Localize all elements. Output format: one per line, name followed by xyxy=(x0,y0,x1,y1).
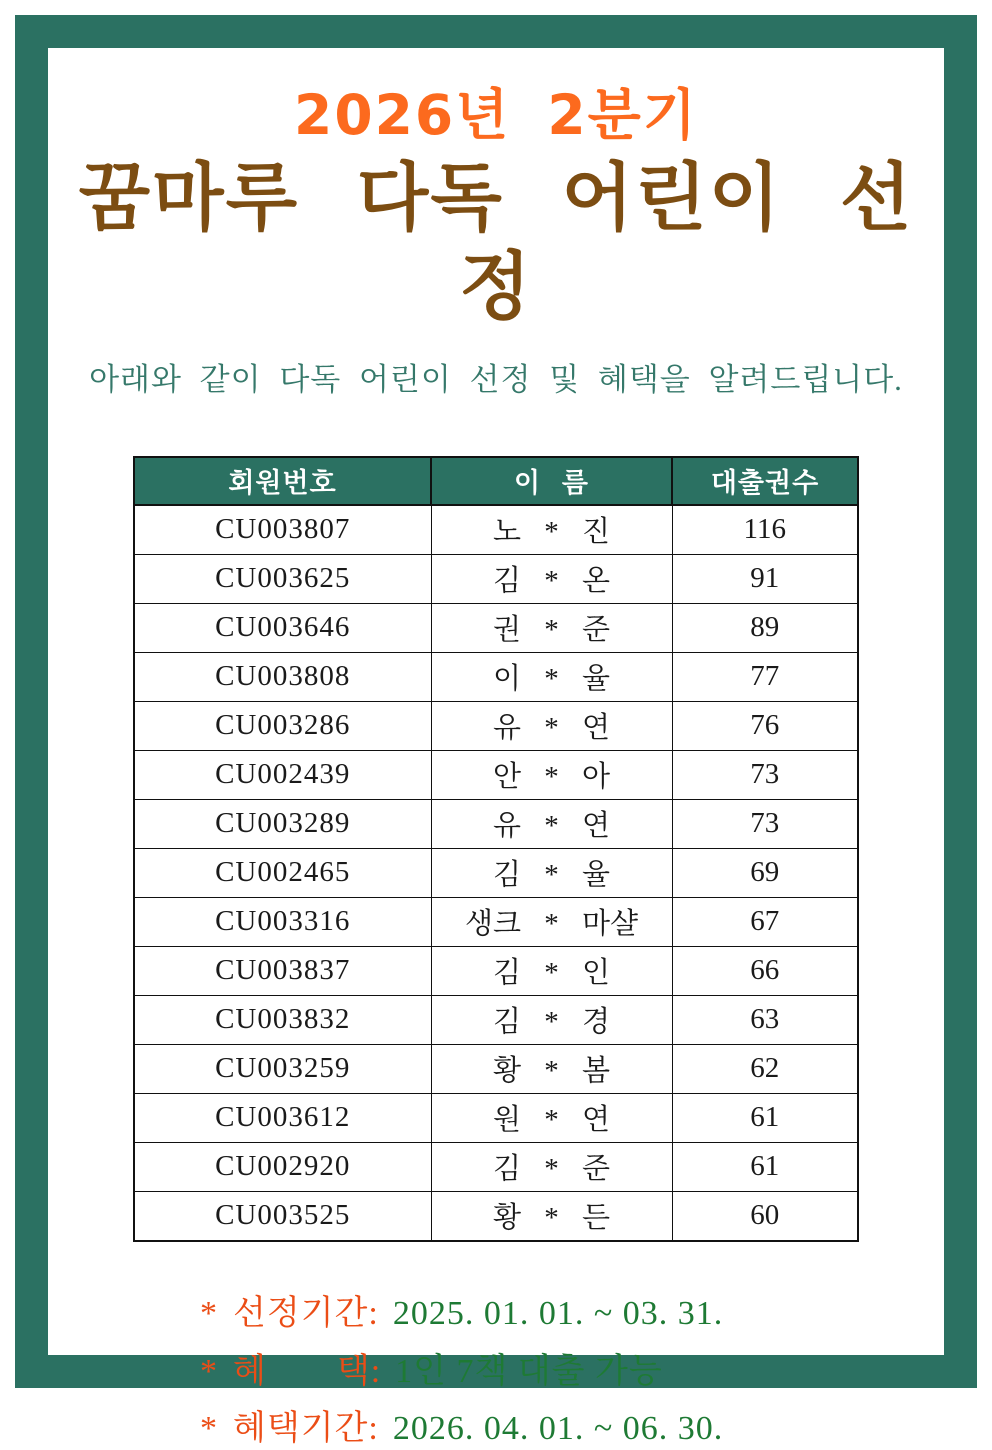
table-row xyxy=(134,603,858,652)
member-id-cell: CU002439 xyxy=(134,750,431,799)
table-row xyxy=(134,799,858,848)
loan-count-cell: 69 xyxy=(672,848,858,897)
member-id-cell: CU003316 xyxy=(134,897,431,946)
notes-section xyxy=(200,1294,944,1450)
note-bullet: * xyxy=(200,1410,217,1448)
table-row xyxy=(134,750,858,799)
table-row xyxy=(134,1093,858,1142)
poster-content xyxy=(48,82,944,1448)
table-row xyxy=(134,1142,858,1191)
loan-count-cell: 60 xyxy=(672,1191,858,1241)
reader-table-body xyxy=(134,505,858,1241)
member-id-cell: CU003832 xyxy=(134,995,431,1044)
table-row xyxy=(134,848,858,897)
note-line xyxy=(200,1409,944,1450)
table-row xyxy=(134,946,858,995)
table-row xyxy=(134,1044,858,1093)
name-cell: 권 * 준 xyxy=(431,603,672,652)
note-label: 혜택기간: xyxy=(233,1410,379,1448)
loan-count-cell: 76 xyxy=(672,701,858,750)
name-cell: 유 * 연 xyxy=(431,701,672,750)
name-cell: 노 * 진 xyxy=(431,505,672,555)
name-cell: 황 * 든 xyxy=(431,1191,672,1241)
member-id-cell: CU002465 xyxy=(134,848,431,897)
column-header-name: 이 름 xyxy=(431,457,672,505)
loan-count-cell: 89 xyxy=(672,603,858,652)
page-title: 꿈마루 다독 어린이 선정 xyxy=(78,155,914,330)
table-header-row xyxy=(134,457,858,505)
note-value: 1인 7책 대출 가능 xyxy=(395,1352,663,1390)
member-id-cell: CU003646 xyxy=(134,603,431,652)
loan-count-cell: 61 xyxy=(672,1093,858,1142)
table-row xyxy=(134,701,858,750)
member-id-cell: CU003808 xyxy=(134,652,431,701)
name-cell: 안 * 아 xyxy=(431,750,672,799)
loan-count-cell: 73 xyxy=(672,750,858,799)
name-cell: 김 * 인 xyxy=(431,946,672,995)
note-line xyxy=(200,1294,944,1335)
name-cell: 김 * 경 xyxy=(431,995,672,1044)
loan-count-cell: 61 xyxy=(672,1142,858,1191)
loan-count-cell: 66 xyxy=(672,946,858,995)
name-cell: 김 * 온 xyxy=(431,554,672,603)
note-bullet: * xyxy=(200,1294,217,1332)
member-id-cell: CU003289 xyxy=(134,799,431,848)
member-id-cell: CU003807 xyxy=(134,505,431,555)
name-cell: 생크 * 마샬 xyxy=(431,897,672,946)
loan-count-cell: 77 xyxy=(672,652,858,701)
loan-count-cell: 67 xyxy=(672,897,858,946)
subtitle: 아래와 같이 다독 어린이 선정 및 혜택을 알려드립니다. xyxy=(89,361,903,397)
table-row xyxy=(134,652,858,701)
loan-count-cell: 62 xyxy=(672,1044,858,1093)
column-header-member-id: 회원번호 xyxy=(134,457,431,505)
column-header-loan-count: 대출권수 xyxy=(672,457,858,505)
note-label: 선정기간: xyxy=(233,1294,379,1332)
table-row xyxy=(134,505,858,555)
name-cell: 황 * 봄 xyxy=(431,1044,672,1093)
table-row xyxy=(134,1191,858,1241)
table-row xyxy=(134,995,858,1044)
member-id-cell: CU003525 xyxy=(134,1191,431,1241)
readers-table xyxy=(133,456,859,1242)
member-id-cell: CU002920 xyxy=(134,1142,431,1191)
name-cell: 김 * 준 xyxy=(431,1142,672,1191)
decorative-frame xyxy=(15,15,977,1448)
member-id-cell: CU003625 xyxy=(134,554,431,603)
note-bullet: * xyxy=(200,1352,217,1390)
name-cell: 유 * 연 xyxy=(431,799,672,848)
name-cell: 이 * 율 xyxy=(431,652,672,701)
note-value: 2026. 04. 01. ~ 06. 30. xyxy=(392,1410,724,1448)
name-cell: 원 * 연 xyxy=(431,1093,672,1142)
loan-count-cell: 63 xyxy=(672,995,858,1044)
table-row xyxy=(134,897,858,946)
note-line xyxy=(200,1352,944,1393)
loan-count-cell: 73 xyxy=(672,799,858,848)
member-id-cell: CU003612 xyxy=(134,1093,431,1142)
table-row xyxy=(134,554,858,603)
loan-count-cell: 91 xyxy=(672,554,858,603)
member-id-cell: CU003837 xyxy=(134,946,431,995)
note-value: 2025. 01. 01. ~ 03. 31. xyxy=(392,1294,724,1332)
member-id-cell: CU003259 xyxy=(134,1044,431,1093)
note-label: 혜 택: xyxy=(233,1352,382,1390)
loan-count-cell: 116 xyxy=(672,505,858,555)
quarter-title: 2026년 2분기 xyxy=(294,83,698,147)
member-id-cell: CU003286 xyxy=(134,701,431,750)
name-cell: 김 * 율 xyxy=(431,848,672,897)
